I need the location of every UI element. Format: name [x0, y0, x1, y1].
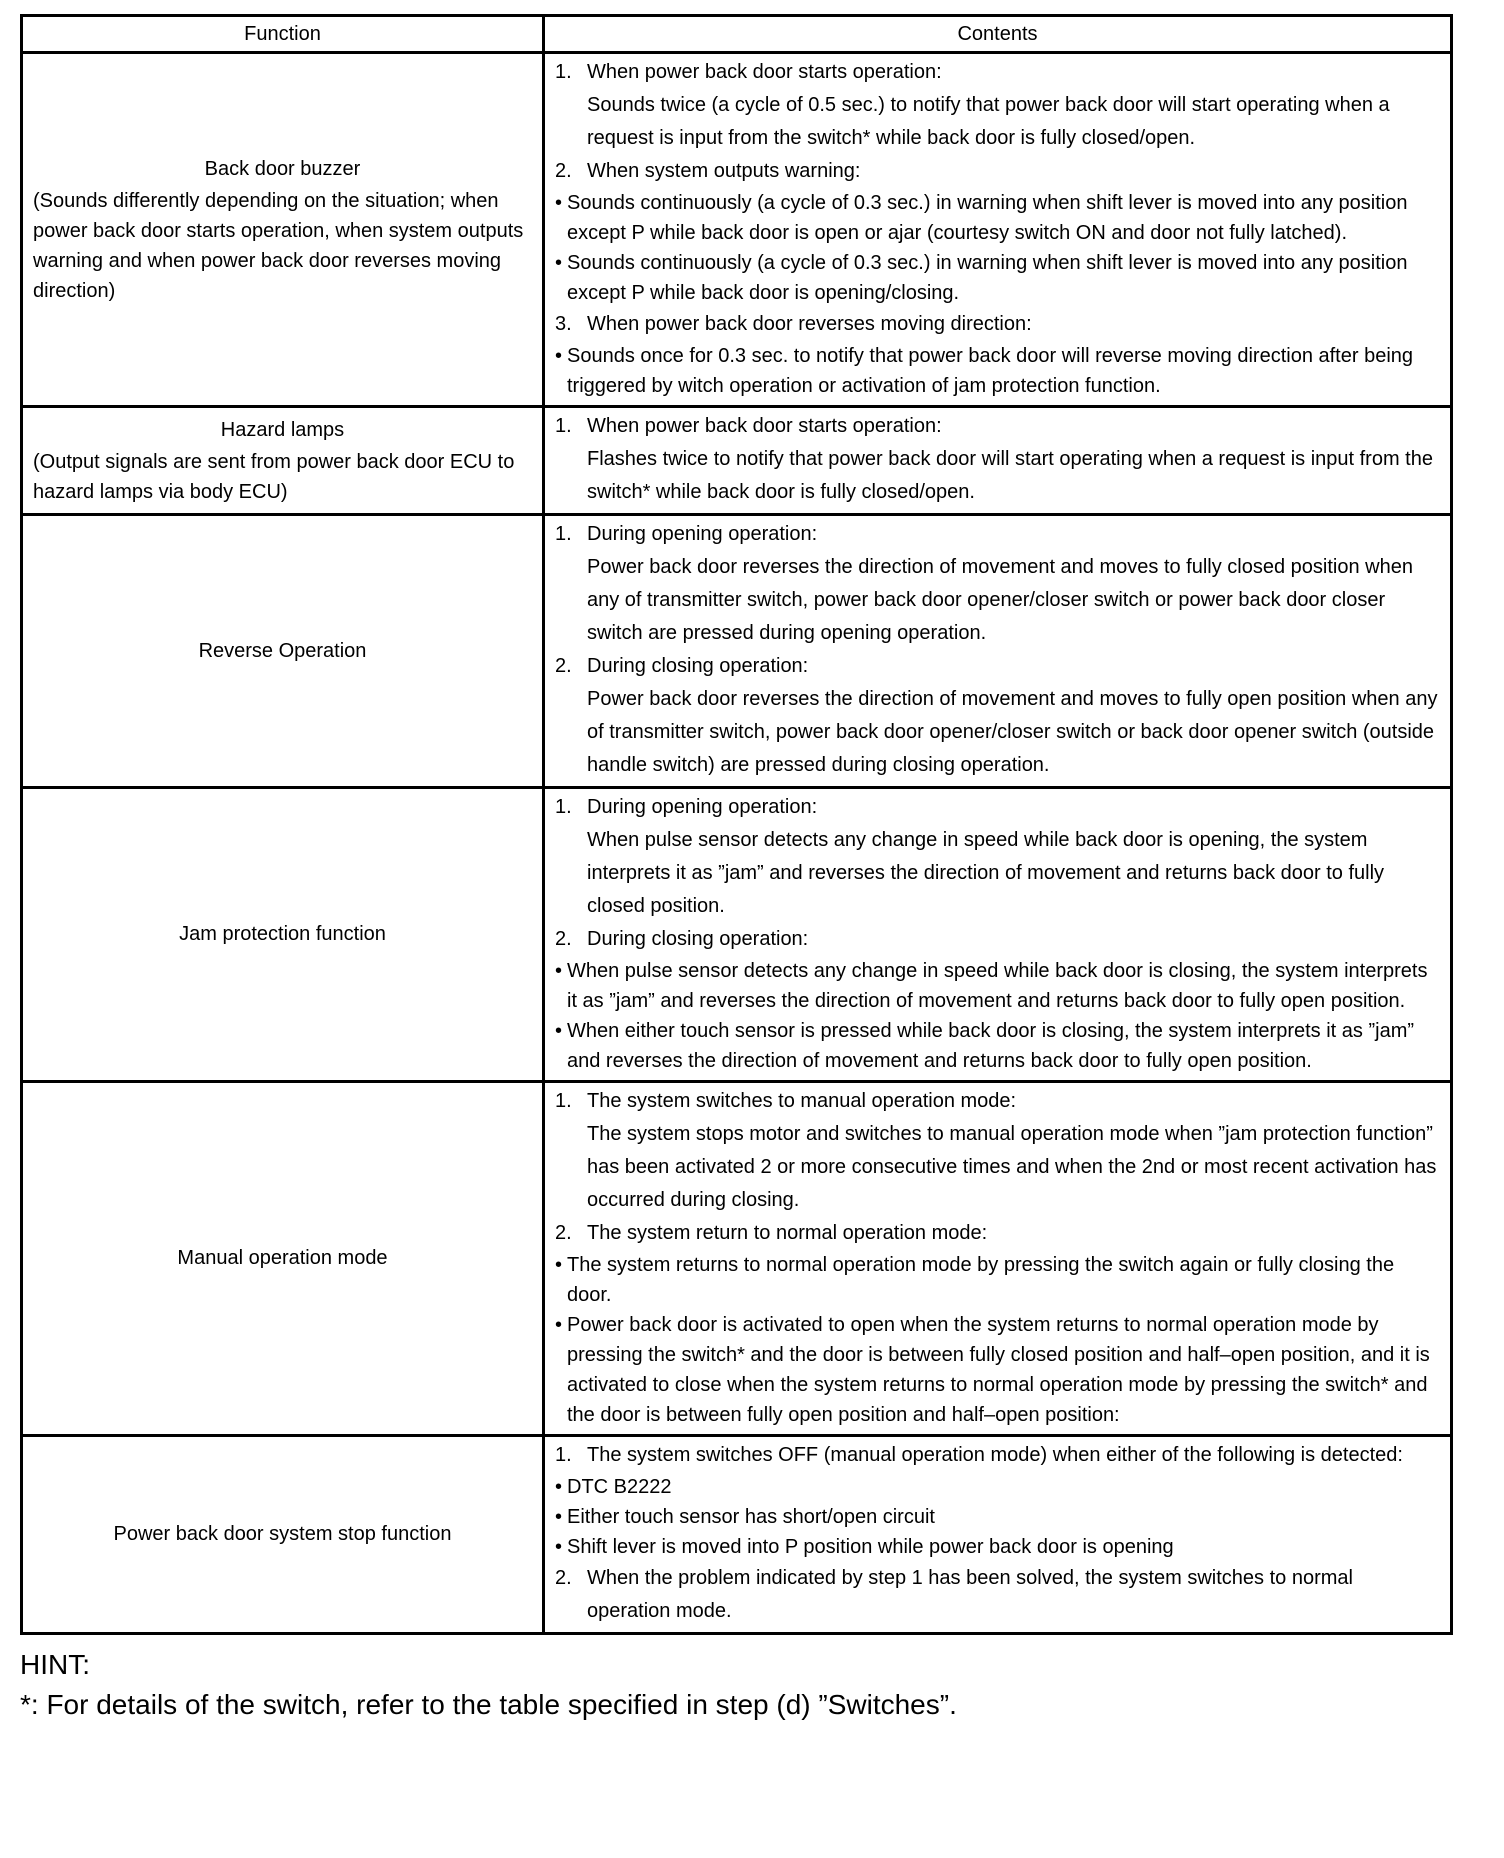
table-row — [22, 1436, 1452, 1634]
bullet-icon: • — [555, 192, 563, 214]
bullet-icon: • — [555, 1506, 563, 1528]
header-contents: Contents — [544, 16, 1452, 53]
function-cell — [22, 1436, 544, 1634]
bullet-item — [555, 1502, 1438, 1532]
hint-note: *: For details of the switch, refer to the table specified in step (d) ”Switches”. — [20, 1689, 957, 1720]
numbered-step — [555, 1217, 1438, 1250]
step-detail: Flashes twice to notify that power back door will start operating when a request is input from the switch* while back door is fully closed/open. — [587, 448, 1433, 503]
step-detail: Power back door reverses the direction of movement and moves to fully open position when any of transmitter switch, power back door opener/closer switch or back door opener switch (outside handle switch) are pressed during closing operation. — [587, 688, 1438, 776]
function-name: Manual operation mode — [177, 1247, 388, 1269]
table-row — [22, 788, 1452, 1082]
bullet-text: Sounds continuously (a cycle of 0.3 sec.) in warning when shift lever is moved into any position except P while back door is opening/closing. — [567, 252, 1408, 304]
bullet-icon: • — [555, 252, 563, 274]
step-number: 2. — [555, 1222, 572, 1244]
bullet-icon: • — [555, 1476, 563, 1498]
bullet-item — [555, 1472, 1438, 1502]
step-number: 1. — [555, 415, 572, 437]
step-text: When power back door starts operation: — [587, 61, 942, 83]
step-number: 1. — [555, 523, 572, 545]
step-number: 1. — [555, 796, 572, 818]
function-name: Back door buzzer — [204, 158, 361, 180]
numbered-step — [555, 791, 1438, 824]
function-description: (Output signals are sent from power back door ECU to hazard lamps via body ECU) — [33, 451, 515, 503]
contents-cell — [544, 407, 1452, 515]
bullet-text: Power back door is activated to open when the system returns to normal operation mode by pressing the switch* and the door is between fully closed position and half–open position, and it is activated to close when the system returns to normal operation mode by pressing the switch* and the door is between fully open position and half–open position: — [567, 1314, 1430, 1426]
bullet-item — [555, 248, 1438, 308]
contents-cell — [544, 53, 1452, 407]
step-text: When system outputs warning: — [587, 160, 861, 182]
function-description: (Sounds differently depending on the situation; when power back door starts operation, when system outputs warning and when power back door reverses moving direction) — [33, 190, 524, 302]
step-number: 2. — [555, 160, 572, 182]
step-number: 3. — [555, 313, 572, 335]
numbered-step — [555, 518, 1438, 551]
header-function: Function — [22, 16, 544, 53]
step-number: 2. — [555, 928, 572, 950]
bullet-icon: • — [555, 960, 563, 982]
table-row — [22, 515, 1452, 788]
bullet-item — [555, 1310, 1438, 1430]
bullet-text: The system returns to normal operation mode by pressing the switch again or fully closing the door. — [567, 1254, 1395, 1306]
bullet-item — [555, 1532, 1438, 1562]
bullet-icon: • — [555, 1314, 563, 1336]
step-text: During opening operation: — [587, 523, 818, 545]
contents-cell — [544, 1082, 1452, 1436]
bullet-text: Sounds once for 0.3 sec. to notify that power back door will reverse moving direction after being triggered by witch operation or activation of jam protection function. — [567, 345, 1414, 397]
numbered-step — [555, 155, 1438, 188]
contents-cell — [544, 1436, 1452, 1634]
step-number: 1. — [555, 1444, 572, 1466]
step-detail: Sounds twice (a cycle of 0.5 sec.) to notify that power back door will start operating when a request is input from the switch* while back door is fully closed/open. — [587, 94, 1390, 149]
table-header-row — [22, 16, 1452, 53]
function-name: Power back door system stop function — [113, 1523, 452, 1545]
step-text: The system switches OFF (manual operation mode) when either of the following is detected: — [587, 1444, 1403, 1466]
step-detail: The system stops motor and switches to manual operation mode when ”jam protection function” has been activated 2 or more consecutive times and when the 2nd or most recent activation has occurred during closing. — [587, 1123, 1437, 1211]
table-row — [22, 1082, 1452, 1436]
numbered-step — [555, 1439, 1438, 1472]
step-text: When power back door starts operation: — [587, 415, 942, 437]
step-text: The system return to normal operation mode: — [587, 1222, 988, 1244]
contents-cell — [544, 788, 1452, 1082]
bullet-text: Shift lever is moved into P position while power back door is opening — [567, 1536, 1174, 1558]
bullet-icon: • — [555, 345, 563, 367]
numbered-step — [555, 308, 1438, 341]
step-text: During closing operation: — [587, 655, 809, 677]
step-text: When the problem indicated by step 1 has been solved, the system switches to normal operation mode. — [587, 1567, 1353, 1622]
bullet-icon: • — [555, 1536, 563, 1558]
step-detail: When pulse sensor detects any change in speed while back door is opening, the system interprets it as ”jam” and reverses the direction of movement and returns back door to fully closed position. — [587, 829, 1385, 917]
step-text: The system switches to manual operation mode: — [587, 1090, 1017, 1112]
step-text: During closing operation: — [587, 928, 809, 950]
bullet-item — [555, 188, 1438, 248]
function-name: Reverse Operation — [198, 639, 367, 662]
bullet-text: DTC B2222 — [567, 1476, 672, 1498]
function-table — [20, 14, 1453, 1635]
step-text: During opening operation: — [587, 796, 818, 818]
function-cell — [22, 788, 544, 1082]
bullet-icon: • — [555, 1254, 563, 1276]
step-number: 2. — [555, 655, 572, 677]
hint-title: HINT: — [20, 1649, 90, 1680]
function-cell — [22, 515, 544, 788]
document — [20, 14, 1450, 1635]
step-number: 2. — [555, 1567, 572, 1589]
step-detail: Power back door reverses the direction of movement and moves to fully closed position when any of transmitter switch, power back door opener/closer switch or power back door closer switch are pressed during opening operation. — [587, 556, 1413, 644]
function-cell — [22, 407, 544, 515]
bullet-item — [555, 1250, 1438, 1310]
function-name: Jam protection function — [179, 923, 386, 945]
numbered-step — [555, 923, 1438, 956]
bullet-item — [555, 1016, 1438, 1076]
numbered-step — [555, 1085, 1438, 1118]
table-body — [22, 53, 1452, 1634]
function-cell — [22, 1082, 544, 1436]
bullet-text: Either touch sensor has short/open circuit — [567, 1506, 935, 1528]
function-cell — [22, 53, 544, 407]
numbered-step — [555, 410, 1438, 443]
hint-section — [20, 1645, 1450, 1725]
table-row — [22, 53, 1452, 407]
step-number: 1. — [555, 61, 572, 83]
numbered-step — [555, 56, 1438, 89]
function-name: Hazard lamps — [220, 419, 345, 441]
bullet-item — [555, 956, 1438, 1016]
step-text: When power back door reverses moving direction: — [587, 313, 1032, 335]
numbered-step — [555, 650, 1438, 683]
step-number: 1. — [555, 1090, 572, 1112]
bullet-text: When pulse sensor detects any change in speed while back door is closing, the system interprets it as ”jam” and reverses the direction of movement and returns back door to fully open position. — [567, 960, 1428, 1012]
numbered-step — [555, 1562, 1438, 1628]
bullet-item — [555, 341, 1438, 401]
bullet-icon: • — [555, 1020, 563, 1042]
bullet-text: When either touch sensor is pressed while back door is closing, the system interprets it as ”jam” and reverses the direction of movement and returns back door to fully open position. — [567, 1020, 1415, 1072]
table-row — [22, 407, 1452, 515]
contents-cell — [544, 515, 1452, 788]
bullet-text: Sounds continuously (a cycle of 0.3 sec.) in warning when shift lever is moved into any position except P while back door is open or ajar (courtesy switch ON and door not fully latched). — [567, 192, 1408, 244]
